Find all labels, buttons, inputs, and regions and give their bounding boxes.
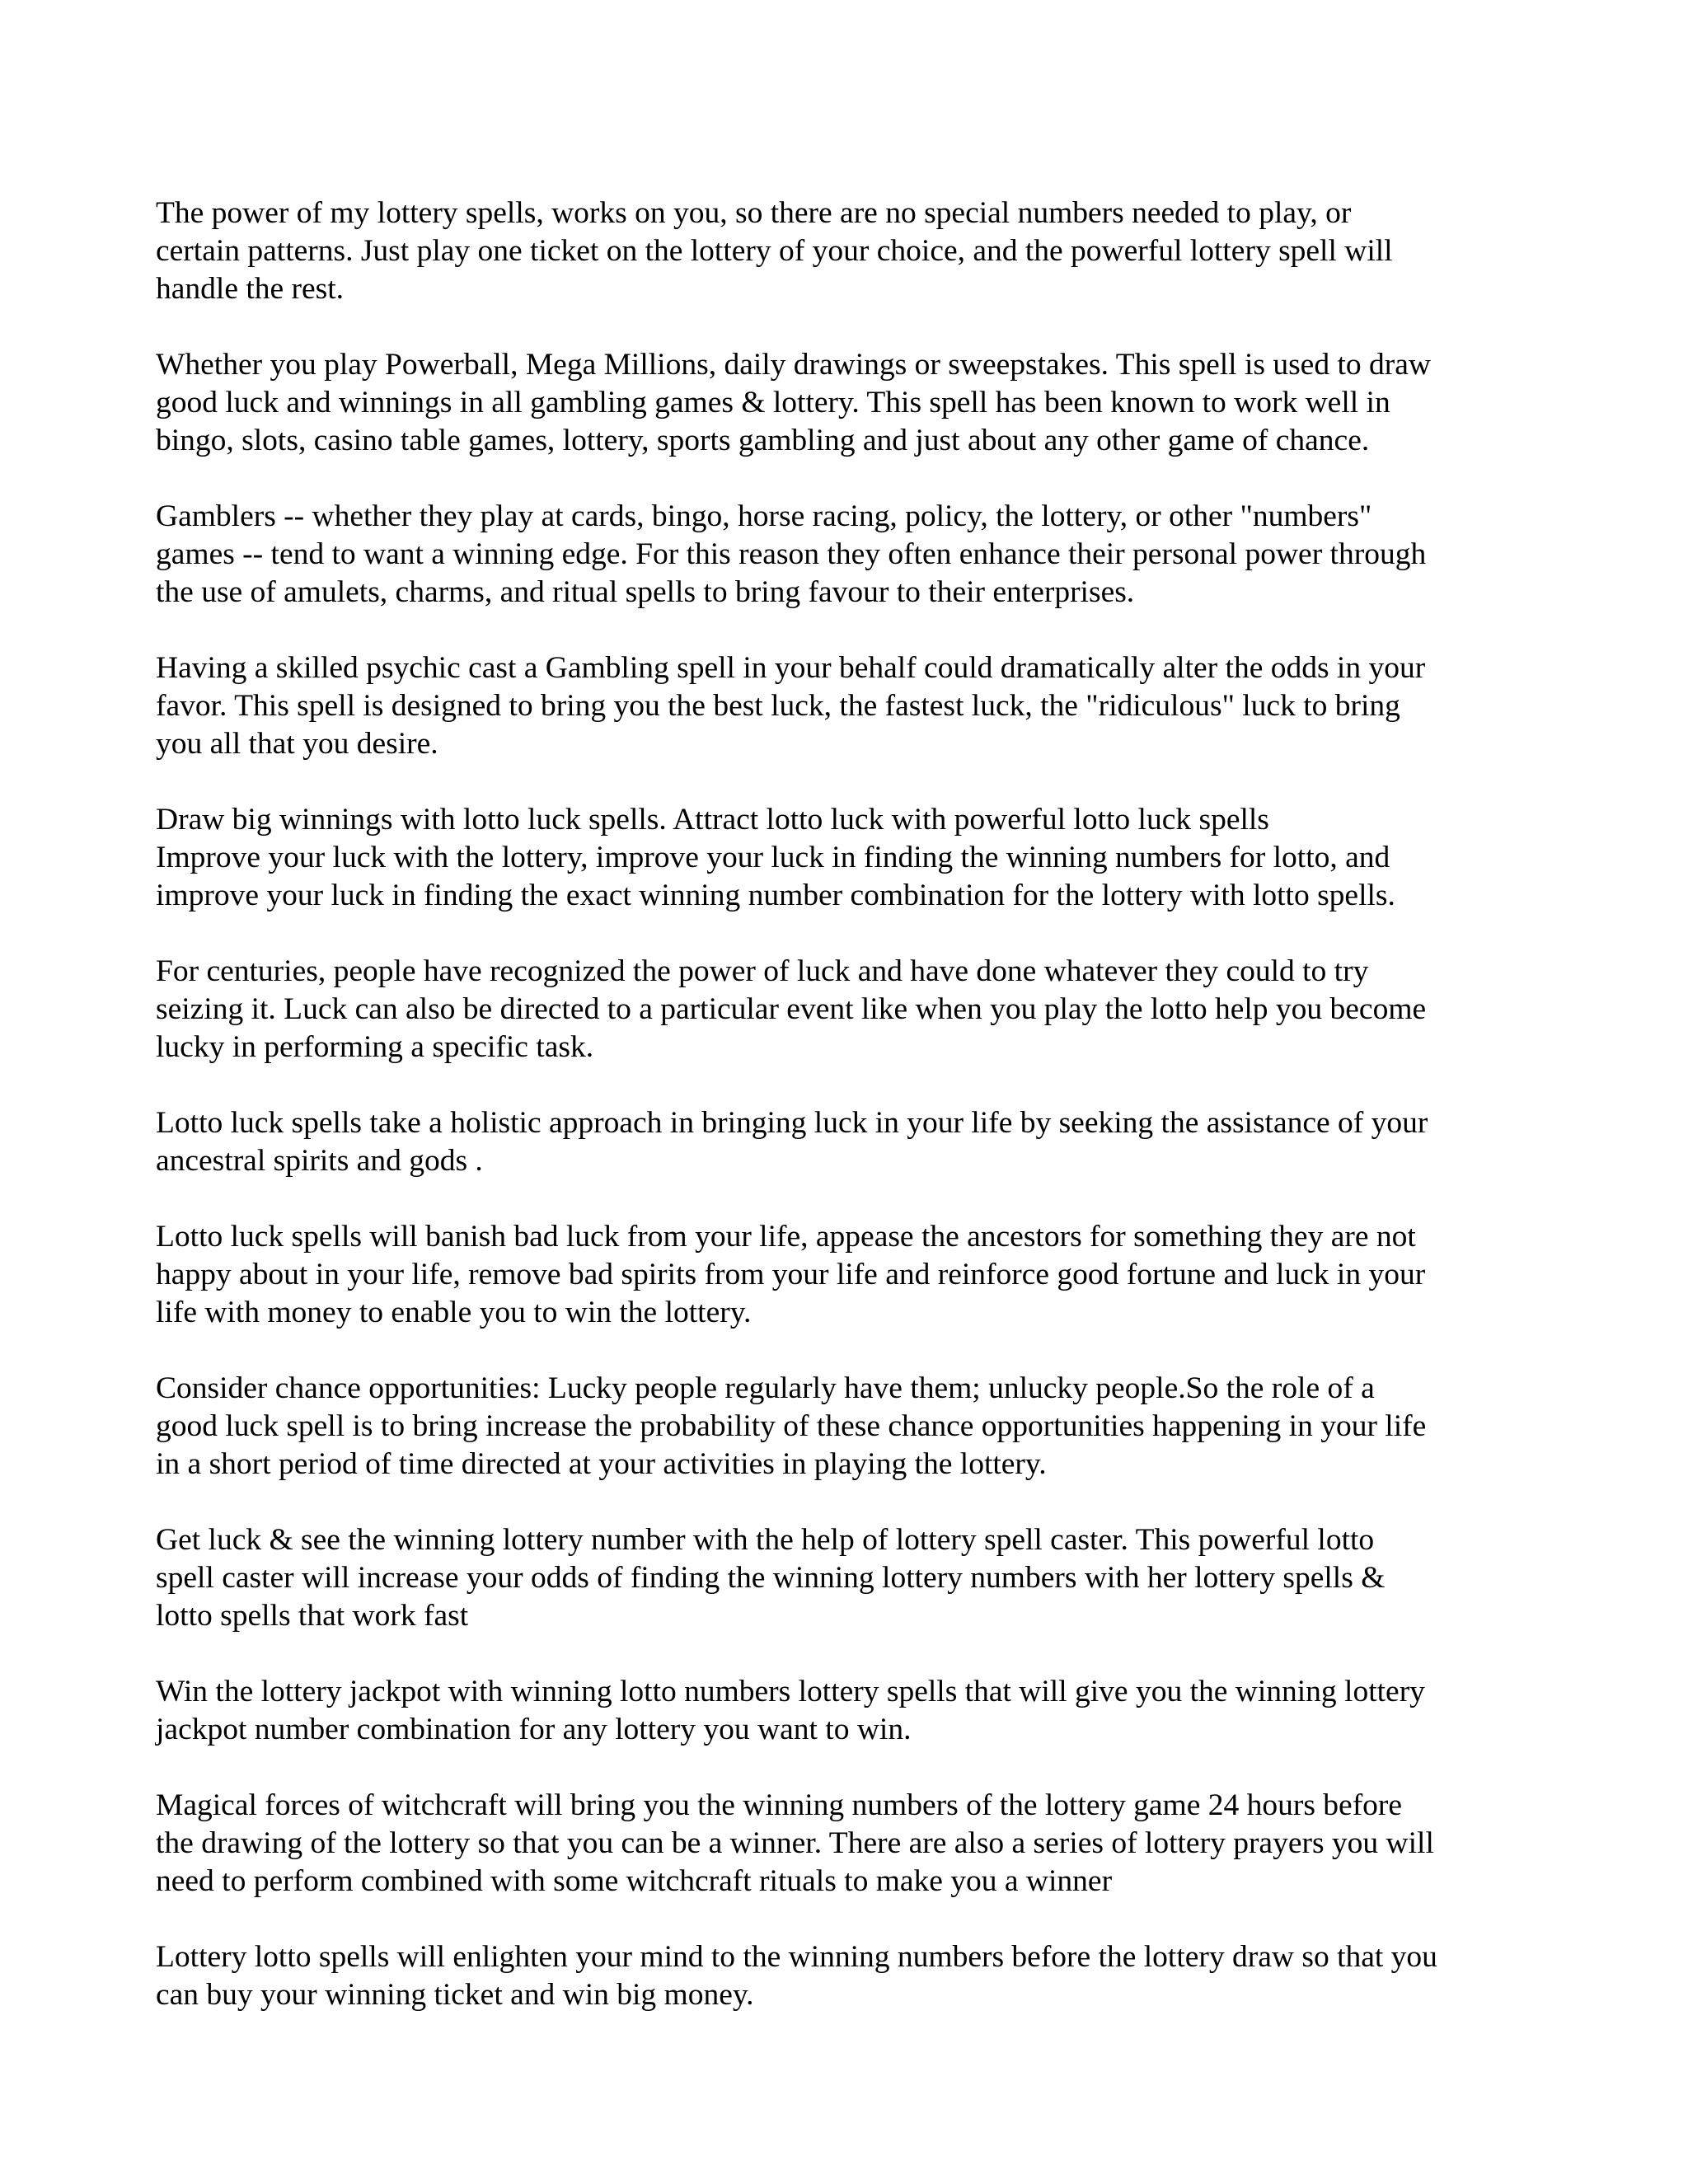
text-line: lucky in performing a specific task. — [156, 1030, 594, 1064]
text-line: spell caster will increase your odds of finding the winning lottery numbers with her lottery spells & — [156, 1561, 1386, 1595]
paragraph-5 — [156, 801, 1549, 915]
text-line: you all that you desire. — [156, 727, 438, 761]
text-line: the use of amulets, charms, and ritual spells to bring favour to their enterprises. — [156, 575, 1135, 609]
paragraph-10 — [156, 1521, 1549, 1635]
paragraph-11 — [156, 1673, 1549, 1749]
text-line: lotto spells that work fast — [156, 1599, 469, 1633]
paragraph-6 — [156, 953, 1549, 1066]
text-line: Lotto luck spells will banish bad luck from your life, appease the ancestors for something they are not — [156, 1220, 1416, 1254]
text-line: Having a skilled psychic cast a Gambling spell in your behalf could dramatically alter the odds in your — [156, 651, 1426, 685]
text-line: games -- tend to want a winning edge. For this reason they often enhance their personal power through — [156, 537, 1427, 571]
paragraph-4 — [156, 649, 1549, 763]
paragraph-12 — [156, 1787, 1549, 1900]
text-line: Gamblers -- whether they play at cards, bingo, horse racing, policy, the lottery, or other "numbers" — [156, 499, 1372, 533]
text-line: Magical forces of witchcraft will bring you the winning numbers of the lottery game 24 hours before — [156, 1788, 1403, 1822]
paragraph-7 — [156, 1104, 1549, 1180]
text-line: favor. This spell is designed to bring you the best luck, the fastest luck, the "ridiculous" luck to bring — [156, 689, 1400, 723]
text-line: seizing it. Luck can also be directed to a particular event like when you play the lotto help you become — [156, 992, 1427, 1026]
text-line: happy about in your life, remove bad spirits from your life and reinforce good fortune and luck in your — [156, 1258, 1426, 1291]
text-line: ancestral spirits and gods . — [156, 1144, 483, 1178]
text-line: For centuries, people have recognized the power of luck and have done whatever they could to try — [156, 954, 1369, 988]
text-line: need to perform combined with some witchcraft rituals to make you a winner — [156, 1864, 1113, 1898]
paragraph-13 — [156, 1938, 1549, 2014]
text-line: handle the rest. — [156, 272, 345, 306]
text-line: can buy your winning ticket and win big money. — [156, 1978, 754, 2012]
text-line: good luck and winnings in all gambling games & lottery. This spell has been known to work well in — [156, 386, 1390, 419]
text-line: the drawing of the lottery so that you can be a winner. There are also a series of lottery prayers you will — [156, 1826, 1434, 1860]
text-line: jackpot number combination for any lottery you want to win. — [156, 1713, 912, 1746]
text-line: Draw big winnings with lotto luck spells. Attract lotto luck with powerful lotto luck spells — [156, 803, 1269, 837]
paragraph-9 — [156, 1370, 1549, 1483]
paragraph-3 — [156, 498, 1549, 612]
text-line: Lotto luck spells take a holistic approach in bringing luck in your life by seeking the assistance of your — [156, 1106, 1428, 1140]
paragraph-1 — [156, 194, 1549, 308]
text-line: Lottery lotto spells will enlighten your mind to the winning numbers before the lottery draw so that you — [156, 1940, 1437, 1974]
paragraph-8 — [156, 1218, 1549, 1332]
text-line: certain patterns. Just play one ticket on the lottery of your choice, and the powerful lottery spell will — [156, 234, 1393, 268]
text-line: in a short period of time directed at your activities in playing the lottery. — [156, 1447, 1047, 1481]
text-line: Win the lottery jackpot with winning lotto numbers lottery spells that will give you the winning lottery — [156, 1675, 1425, 1708]
text-line: Get luck & see the winning lottery number with the help of lottery spell caster. This powerful lotto — [156, 1523, 1375, 1557]
text-line: life with money to enable you to win the lottery. — [156, 1296, 752, 1329]
text-line: bingo, slots, casino table games, lottery, sports gambling and just about any other game of chance. — [156, 424, 1370, 457]
document-body — [156, 194, 1549, 2052]
text-line: good luck spell is to bring increase the probability of these chance opportunities happening in your life — [156, 1409, 1427, 1443]
text-line: Improve your luck with the lottery, improve your luck in finding the winning numbers for lotto, and — [156, 841, 1390, 874]
text-line: Whether you play Powerball, Mega Millions, daily drawings or sweepstakes. This spell is used to draw — [156, 348, 1431, 382]
text-line: Consider chance opportunities: Lucky people regularly have them; unlucky people.So the role of a — [156, 1371, 1375, 1405]
paragraph-2 — [156, 346, 1549, 460]
text-line: The power of my lottery spells, works on you, so there are no special numbers needed to play, or — [156, 196, 1352, 230]
text-line: improve your luck in finding the exact winning number combination for the lottery with lotto spells. — [156, 879, 1395, 912]
